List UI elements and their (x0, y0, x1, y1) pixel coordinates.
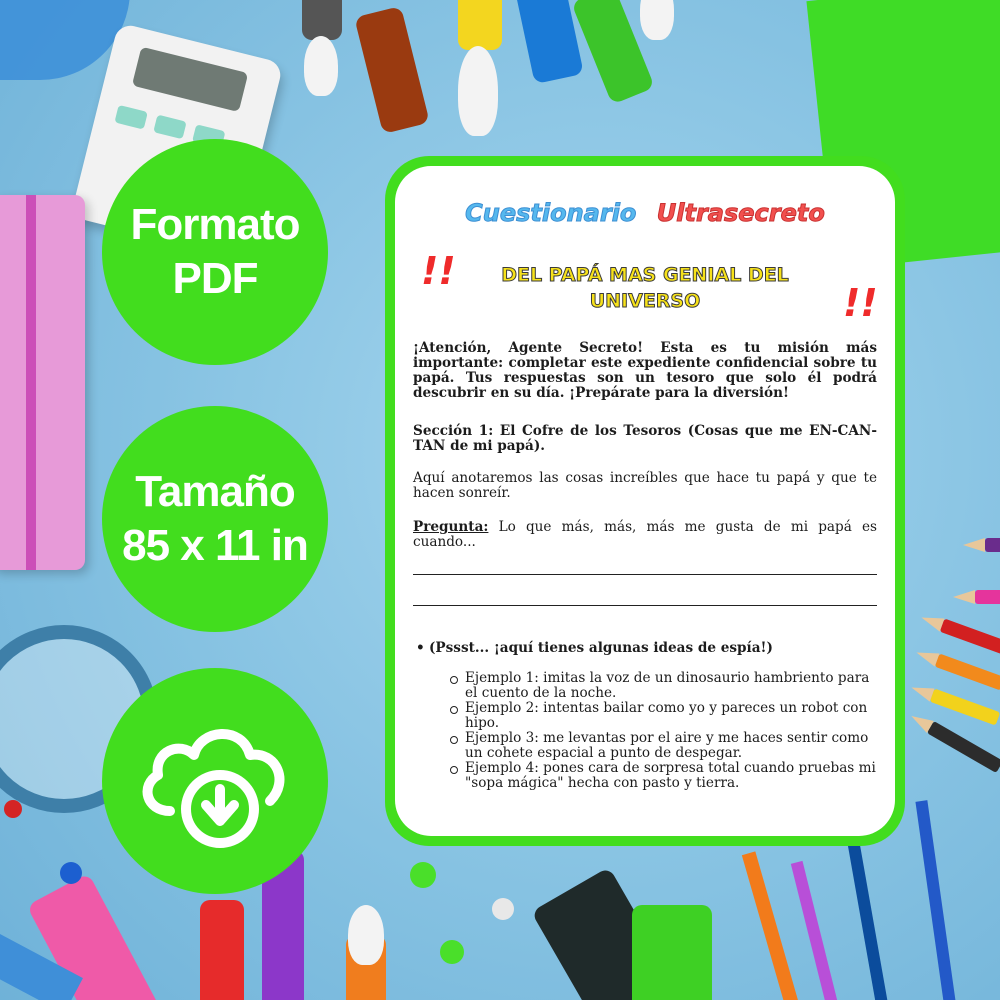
cloud-download-icon (130, 711, 300, 851)
format-badge-line2: PDF (172, 254, 258, 303)
answer-line[interactable] (413, 605, 877, 606)
pencil-decoration (930, 688, 1000, 725)
marker-decoration (302, 0, 342, 40)
document-subtitle (453, 262, 837, 314)
pencil-decoration (940, 618, 1000, 655)
question-label: Pregunta: (413, 519, 489, 535)
format-badge (102, 139, 328, 365)
question (413, 520, 877, 550)
brush-decoration (791, 861, 841, 1000)
example-item: Ejemplo 4: pones cara de sorpresa total cuando pruebas mi "sopa mágica" hecha con pasto y tierra. (465, 760, 876, 791)
example-item: Ejemplo 3: me levantas por el aire y me haces sentir como un cohete espacial a punto de despegar. (465, 731, 877, 761)
brush-decoration (847, 840, 888, 1000)
pencil-decoration (935, 653, 1000, 690)
subtitle-line1: DEL PAPÁ MAS GENIAL DEL (501, 264, 789, 286)
document-preview-frame (385, 156, 905, 846)
marker-tip-decoration (304, 36, 338, 96)
example-item: Ejemplo 1: imitas la voz de un dinosaurio hambriento para el cuento de la noche. (465, 671, 877, 701)
pencil-decoration (927, 721, 1000, 773)
question-text: Lo que más, más, más me gusta de mi papá es cuando... (413, 519, 878, 550)
pushpin-decoration (410, 862, 436, 888)
marker-tip-decoration (640, 0, 674, 40)
size-badge-line2: 85 x 11 in (122, 521, 308, 570)
intro-paragraph: ¡Atención, Agente Secreto! Esta es tu misión más importante: completar este expediente confidencial sobre tu papá. Tus respuestas son un tesoro que solo él podrá descubrir en su día. ¡Prepárate para la diversión! (413, 340, 877, 401)
exclamation-left: !! (421, 249, 456, 293)
document-page (395, 166, 895, 836)
ideas-bullet: • (Pssst... ¡aquí tienes algunas ideas de espía!) (429, 641, 877, 656)
size-badge (102, 406, 328, 632)
exclamation-right: !! (843, 281, 878, 325)
title-part-ultrasecreto: Ultrasecreto (656, 199, 825, 227)
brush-decoration (915, 800, 956, 1000)
pushpin-decoration (440, 940, 464, 964)
document-content (413, 166, 877, 836)
pushpin-decoration (4, 800, 22, 818)
example-item: Ejemplo 2: intentas bailar como yo y pareces un robot con hipo. (465, 701, 877, 731)
section-title: Sección 1: El Cofre de los Tesoros (Cosas que me EN-CAN-TAN de mi papá). (413, 423, 877, 454)
marker-decoration (514, 0, 584, 84)
subtitle-line2: UNIVERSO (589, 290, 701, 312)
pushpin-decoration (492, 898, 514, 920)
notebook-decoration (0, 195, 85, 570)
document-title (413, 199, 877, 227)
answer-line[interactable] (413, 574, 877, 575)
download-badge[interactable] (102, 668, 328, 894)
size-badge-line1: Tamaño (135, 467, 295, 516)
format-badge-line1: Formato (130, 200, 300, 249)
pencil-decoration (975, 590, 1000, 604)
marker-decoration (458, 0, 502, 50)
title-part-cuestionario: Cuestionario (465, 199, 637, 227)
marker-tip-decoration (348, 905, 384, 965)
pencil-decoration (985, 538, 1000, 552)
marker-decoration (354, 6, 430, 134)
marker-decoration (200, 900, 244, 1000)
section-description: Aquí anotaremos las cosas increíbles que hace tu papá y que te hacen sonreír. (413, 470, 877, 501)
pushpin-decoration (60, 862, 82, 884)
marker-tip-decoration (458, 46, 498, 136)
marker-decoration (632, 905, 712, 1000)
